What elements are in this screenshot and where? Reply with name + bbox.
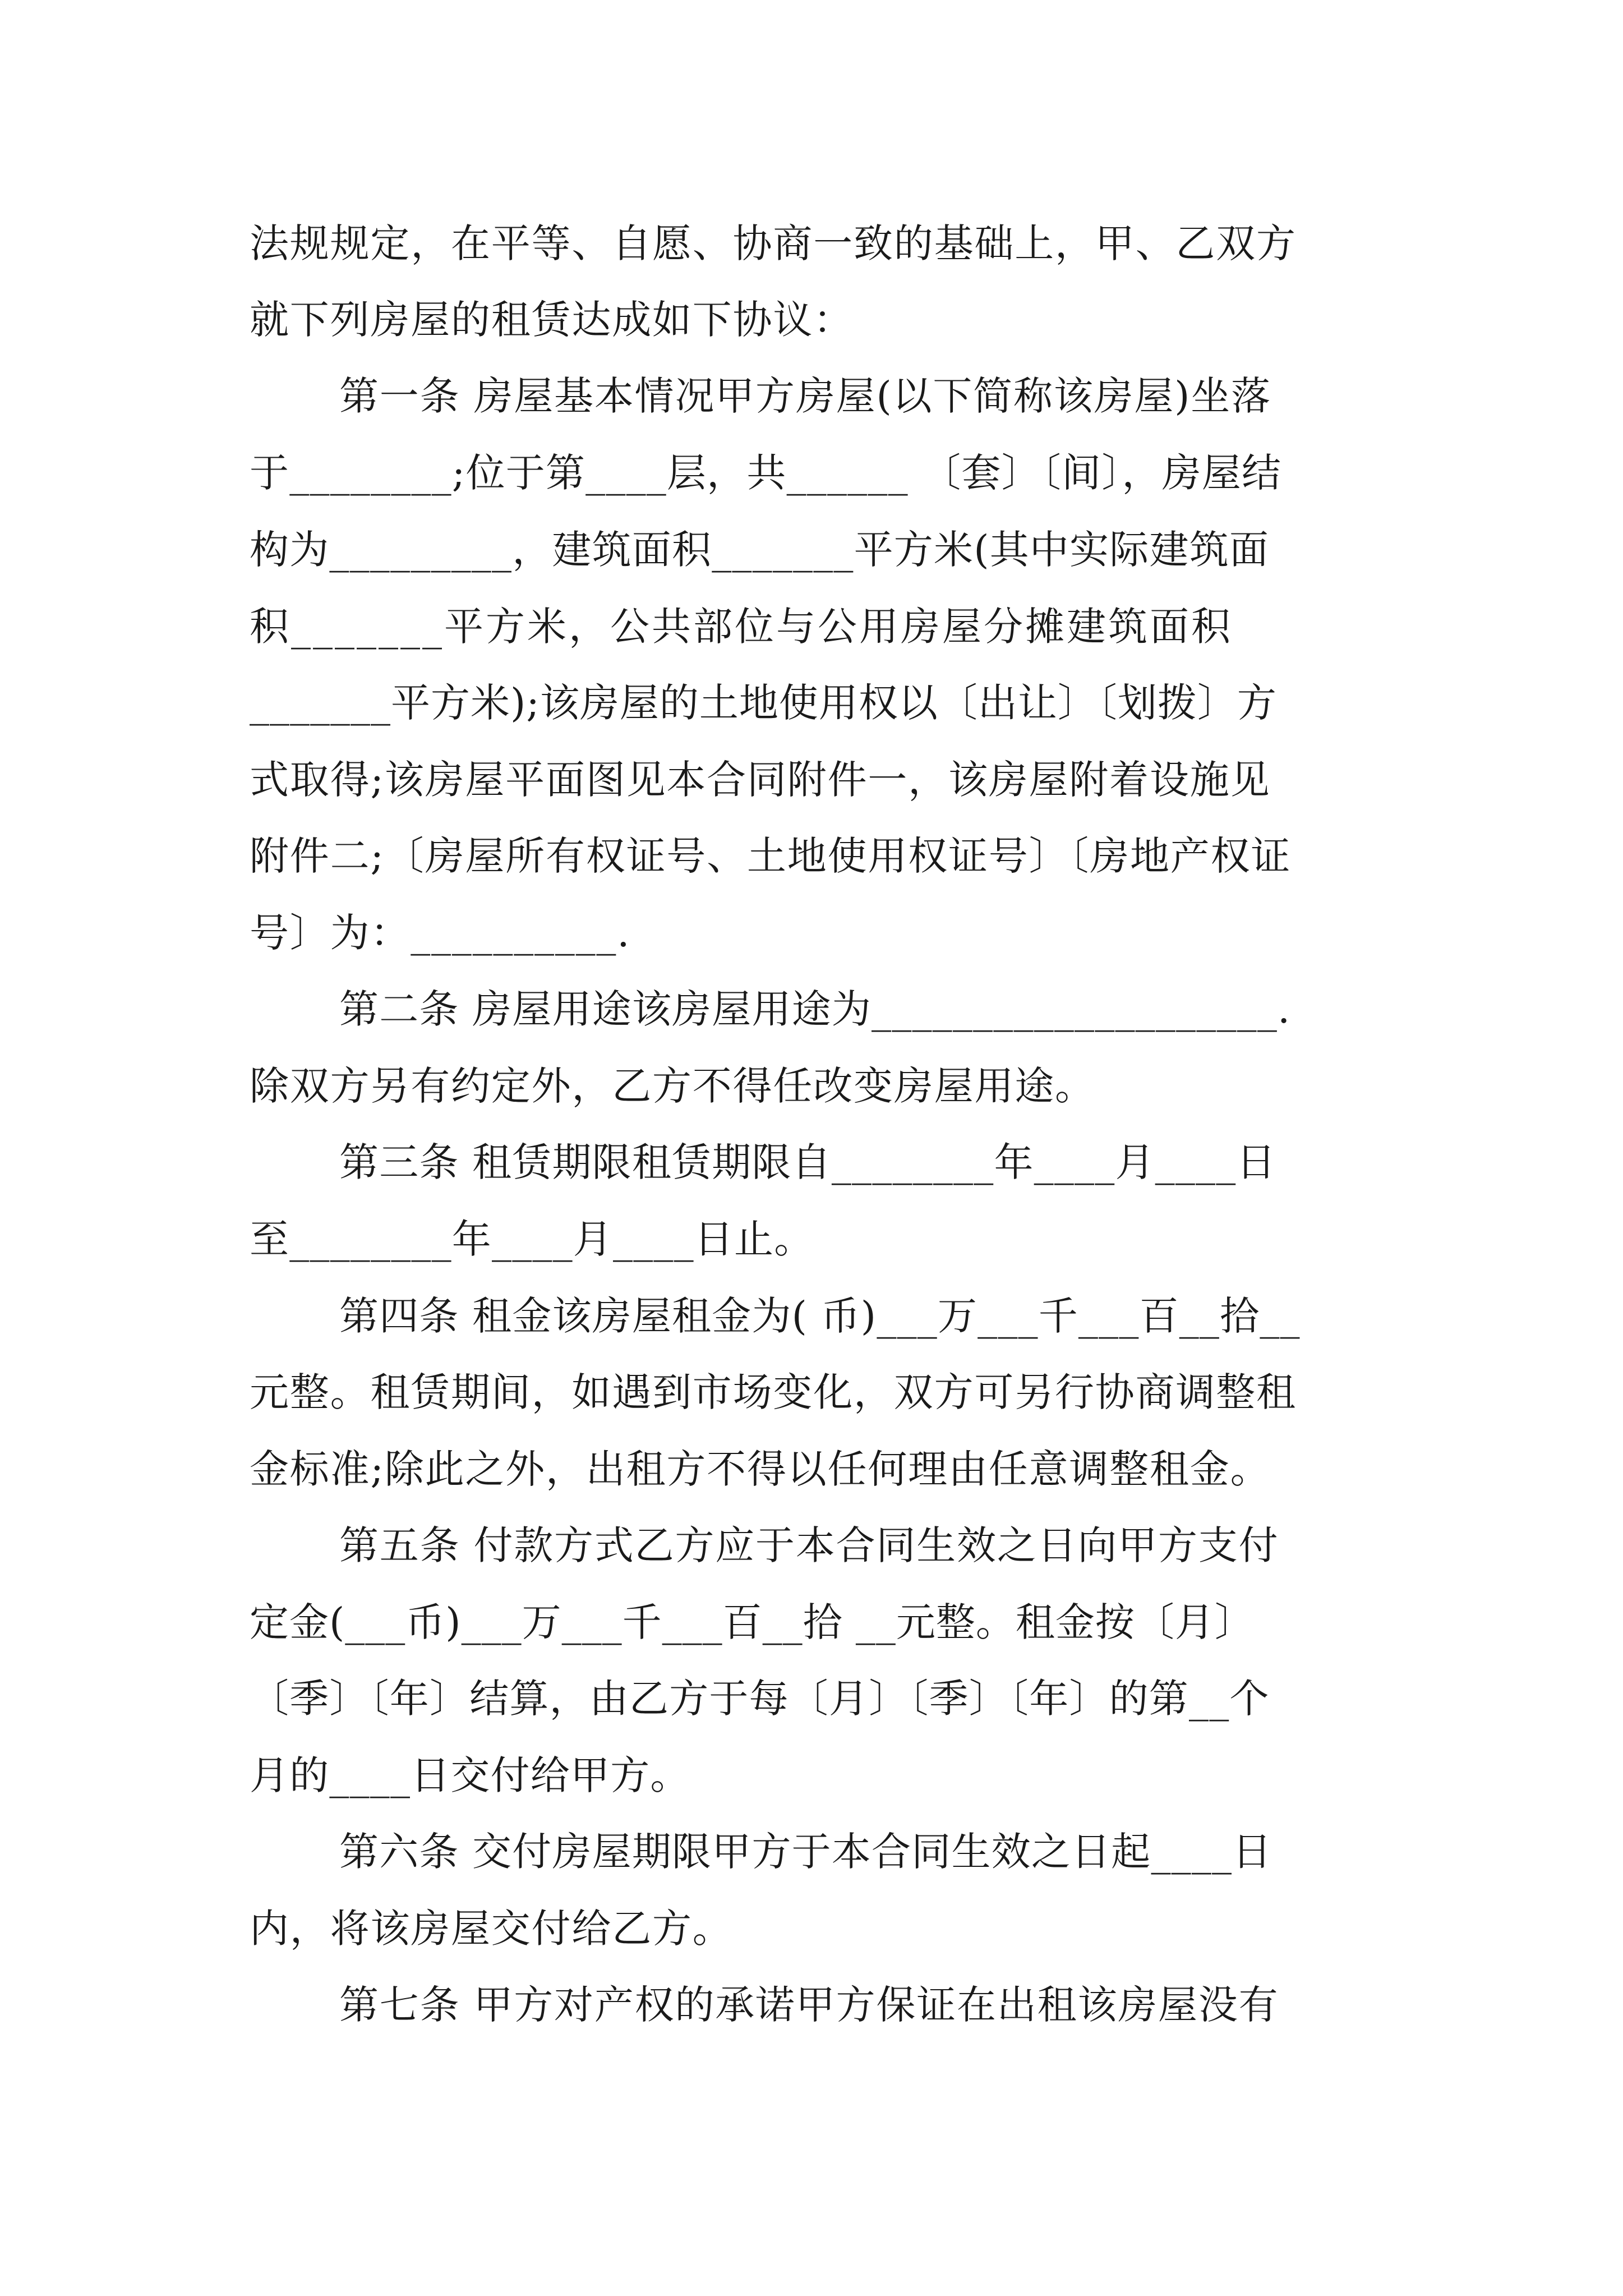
text-line: 月的____日交付给甲方。 bbox=[250, 1752, 690, 1798]
text-line: 第五条 付款方式乙方应于本合同生效之日向甲方支付 bbox=[339, 1522, 1279, 1568]
text-line: 第七条 甲方对产权的承诺甲方保证在出租该房屋没有 bbox=[339, 1982, 1279, 2028]
text-line: 法规规定，在平等、自愿、协商一致的基础上，甲、乙双方 bbox=[250, 220, 1297, 266]
text-line: 附件二;〔房屋所有权证号、土地使用权证号〕〔房地产权证 bbox=[250, 833, 1292, 879]
text-line: _______平方米);该房屋的土地使用权以〔出让〕〔划拨〕方 bbox=[250, 680, 1277, 726]
text-line: 就下列房屋的租赁达成如下协议： bbox=[250, 297, 854, 343]
text-line: 至________年____月____日止。 bbox=[250, 1216, 814, 1262]
text-line: 第四条 租金该房屋租金为( 币)___万___千___百__拾__ bbox=[339, 1293, 1301, 1339]
text-line: 第三条 租赁期限租赁期限自________年____月____日 bbox=[339, 1139, 1276, 1185]
text-line: 金标准;除此之外，出租方不得以任何理由任意调整租金。 bbox=[250, 1446, 1271, 1492]
text-line: 定金(___币)___万___千___百__拾 __元整。租金按〔月〕 bbox=[250, 1599, 1255, 1645]
text-line: 积_______平方米，公共部位与公用房屋分摊建筑面积 bbox=[250, 604, 1233, 650]
text-line: 〔季〕〔年〕结算，由乙方于每〔月〕〔季〕〔年〕的第__个 bbox=[250, 1676, 1270, 1722]
text-line: 第六条 交付房屋期限甲方于本合同生效之日起____日 bbox=[339, 1829, 1272, 1875]
text-line: 第二条 房屋用途该房屋用途为____________________. bbox=[339, 986, 1291, 1032]
text-line: 第一条 房屋基本情况甲方房屋(以下简称该房屋)坐落 bbox=[339, 373, 1271, 419]
text-line: 式取得;该房屋平面图见本合同附件一，该房屋附着设施见 bbox=[250, 757, 1271, 803]
text-line: 元整。租赁期间，如遇到市场变化，双方可另行协商调整租 bbox=[250, 1369, 1297, 1415]
text-line: 于________;位于第____层，共______ 〔套〕〔间〕，房屋结 bbox=[250, 450, 1282, 496]
text-line: 除双方另有约定外，乙方不得任改变房屋用途。 bbox=[250, 1063, 1095, 1109]
text-line: 构为_________，建筑面积_______平方米(其中实际建筑面 bbox=[250, 527, 1270, 573]
text-line: 内，将该房屋交付给乙方。 bbox=[250, 1906, 733, 1952]
text-line: 号〕为：__________. bbox=[250, 910, 631, 956]
